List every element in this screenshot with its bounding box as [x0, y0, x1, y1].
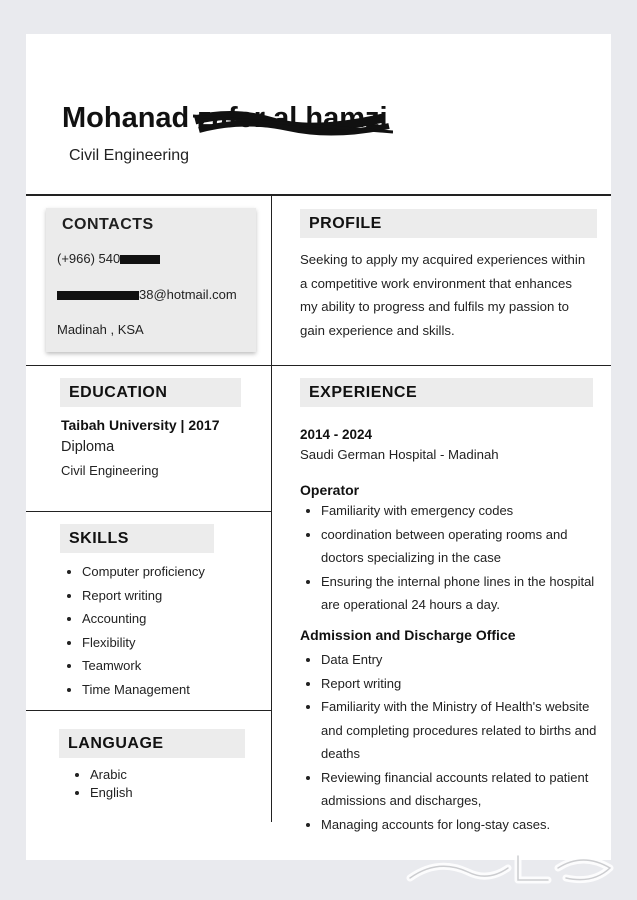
education-school: Taibah University | 2017: [61, 417, 220, 433]
language-list: [69, 766, 133, 802]
list-item: • Ensuring the internal phone lines in the hospital are operational 24 hours a day.: [321, 570, 601, 617]
row-divider-1: [26, 365, 611, 366]
list-item: • Managing accounts for long-stay cases.: [321, 813, 601, 837]
list-item: • coordination between operating rooms and doctors specializing in the case: [321, 523, 601, 570]
list-item: • Flexibility: [82, 631, 205, 655]
experience-place: Saudi German Hospital - Madinah: [300, 447, 499, 462]
redacted-middle-name: zafer: [197, 102, 266, 134]
contact-phone: [57, 251, 160, 266]
role-title-operator: Operator: [300, 482, 360, 498]
phone-redaction: [120, 255, 160, 264]
list-item: • Teamwork: [82, 654, 205, 678]
redacted-last-name: al hamzi: [273, 102, 388, 134]
list-item: • Report writing: [82, 584, 205, 608]
list-item: • Data Entry: [321, 648, 601, 672]
contact-location: Madinah , KSA: [57, 322, 144, 337]
skills-heading: SKILLS: [60, 524, 214, 553]
contacts-box: [46, 208, 256, 352]
list-item: • Familiarity with the Ministry of Health's website and completing procedures related to births and deaths: [321, 695, 601, 766]
name-heading: [62, 102, 388, 135]
education-degree: Diploma: [61, 439, 115, 455]
role-title-admission: Admission and Discharge Office: [300, 627, 516, 643]
resume-page: [26, 34, 611, 860]
profile-heading: PROFILE: [300, 209, 597, 238]
education-field: Civil Engineering: [61, 463, 159, 478]
list-item: • Reviewing financial accounts related to patient admissions and discharges,: [321, 766, 601, 813]
language-heading: LANGUAGE: [59, 729, 245, 758]
experience-years: 2014 - 2024: [300, 427, 373, 442]
profile-text: Seeking to apply my acquired experiences within a competitive work environment that enhances my ability to progress and fulfils my passion to gain experience and skills.: [300, 252, 586, 338]
header-divider: [26, 194, 611, 196]
phone-prefix: (+966) 540: [57, 251, 121, 266]
list-item: • Familiarity with emergency codes: [321, 499, 601, 523]
column-divider: [271, 196, 272, 822]
experience-heading: EXPERIENCE: [300, 378, 593, 407]
first-name: Mohanad: [62, 102, 190, 134]
admission-duties-list: [300, 648, 601, 836]
row-divider-2: [26, 511, 271, 512]
list-item: • Accounting: [82, 607, 205, 631]
contact-email: [57, 287, 237, 302]
operator-duties-list: [300, 499, 601, 617]
redacted-name: [197, 102, 387, 135]
list-item: • Computer proficiency: [82, 560, 205, 584]
list-item: • Report writing: [321, 672, 601, 696]
email-suffix: 38@hotmail.com: [139, 287, 237, 302]
job-title: Civil Engineering: [69, 147, 190, 164]
list-item: • Time Management: [82, 678, 205, 702]
email-redaction: [57, 291, 139, 300]
row-divider-3: [26, 710, 271, 711]
skills-list: [61, 560, 205, 701]
list-item: • Arabic: [90, 766, 133, 784]
list-item: • English: [90, 784, 133, 802]
redaction-scribble: [193, 106, 393, 140]
watermark-logo: [398, 838, 623, 894]
contacts-heading: CONTACTS: [62, 216, 154, 233]
education-heading: EDUCATION: [60, 378, 241, 407]
